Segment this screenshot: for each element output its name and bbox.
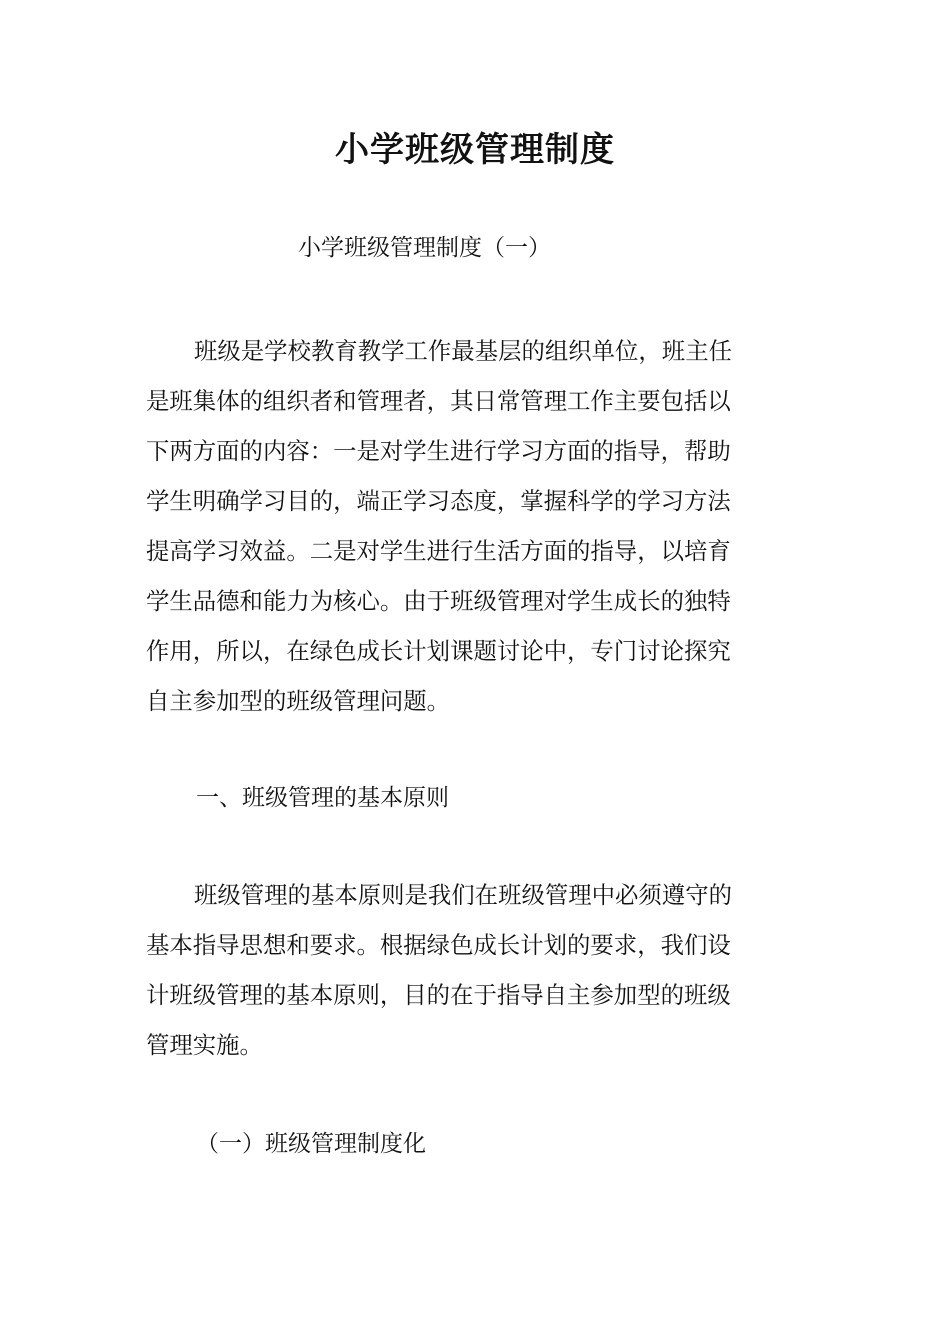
paragraph-line: 自主参加型的班级管理问题。 [146, 687, 451, 715]
paragraph-line: 班级管理的基本原则是我们在班级管理中必须遵守的 [194, 881, 732, 909]
paragraph-line: 学生明确学习目的，端正学习态度，掌握科学的学习方法 [146, 487, 731, 515]
section-heading-principles: 一、班级管理的基本原则 [196, 785, 449, 811]
principles-paragraph [146, 870, 808, 1070]
section-heading-institutionalization: （一）班级管理制度化 [196, 1131, 426, 1157]
document-subtitle: 小学班级管理制度（一） [298, 235, 551, 261]
paragraph-line: 下两方面的内容：一是对学生进行学习方面的指导，帮助 [146, 437, 731, 465]
document-title: 小学班级管理制度 [335, 130, 615, 170]
paragraph-line: 是班集体的组织者和管理者，其日常管理工作主要包括以 [146, 387, 731, 415]
intro-paragraph [146, 326, 808, 726]
paragraph-line: 提高学习效益。二是对学生进行生活方面的指导，以培育 [146, 537, 731, 565]
paragraph-line: 管理实施。 [146, 1031, 263, 1059]
paragraph-line: 学生品德和能力为核心。由于班级管理对学生成长的独特 [146, 587, 731, 615]
paragraph-line: 基本指导思想和要求。根据绿色成长计划的要求，我们设 [146, 931, 731, 959]
paragraph-line: 班级是学校教育教学工作最基层的组织单位，班主任 [194, 337, 732, 365]
paragraph-line: 计班级管理的基本原则，目的在于指导自主参加型的班级 [146, 981, 731, 1009]
paragraph-line: 作用，所以，在绿色成长计划课题讨论中，专门讨论探究 [146, 637, 731, 665]
